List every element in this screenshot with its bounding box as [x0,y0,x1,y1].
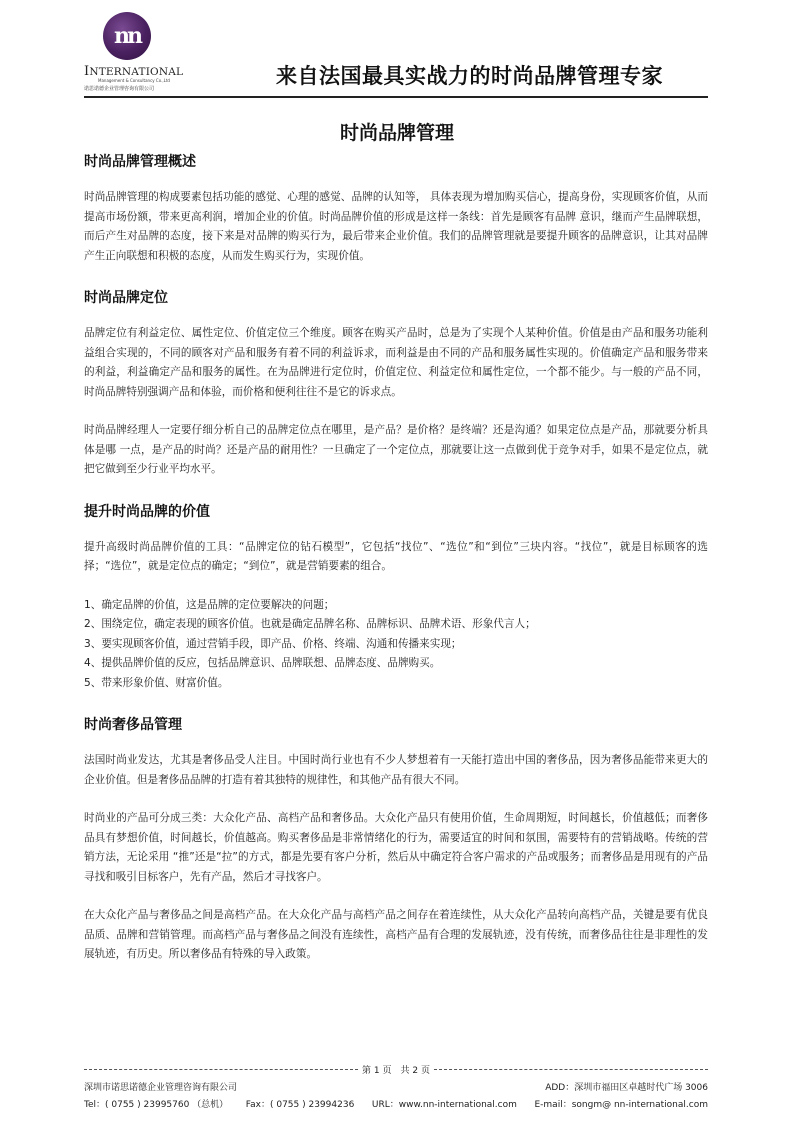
footer-tel: Tel：( 0755 ) 23995760 （总机） [84,1100,229,1110]
logo-word-rest: NTERNATIONAL [89,66,184,78]
logo-emblem-icon [103,12,151,60]
logo-wordmark [84,64,184,79]
paragraph: 品牌定位有利益定位、属性定位、价值定位三个维度。顾客在购买产品时，总是为了实现个人某种价值。价值是由产品和服务功能利益组合实现的，不同的顾客对产品和服务有着不同的利益诉求，而利益是由不同的产品和服务属性实现的。价值确定产品和服务带来的利益，利益确定产品和服务的属性。在为品牌进行定位时，价值定位、利益定位和属性定位，一个都不能少。与一般的产品不同，时尚品牌特别强调产品和体验，而价格和便利往往不是它的诉求点。 [84,327,708,398]
company-logo [84,10,184,100]
logo-word-initial: I [84,64,90,79]
list-item: 1、确定品牌的价值，这是品牌的定位要解决的问题； [84,598,335,611]
footer-row-contacts [84,1097,708,1110]
paragraph: 时尚品牌经理人一定要仔细分析自己的品牌定位点在哪里，是产品？是价格？是终端？还是沟通？如果定位点是产品，那就要分析具体是哪 一点，是产品的时尚？还是产品的耐用性？一旦确定了一个定位点，那就要让这一点做到优于竞争对手，如果不是定位点，就把它做到至少行业平均水平。 [84,424,708,475]
paragraph: 法国时尚业发达，尤其是奢侈品受人注目。中国时尚行业也有不少人梦想着有一天能打造出中国的奢侈品，因为奢侈品能带来更大的企业价值。但是奢侈品品牌的打造有着其独特的规律性，和其他产品有很大不同。 [84,754,708,786]
paragraph: 提升高级时尚品牌价值的工具：“品牌定位的钻石模型”，它包括“找位”、“选位”和“到位”三块内容。“找位”，就是目标顾客的选择；“选位”，就是定位点的确定；“到位”，就是营销要素的组合。 [84,540,708,572]
paragraph: 时尚业的产品可分成三类：大众化产品、高档产品和奢侈品。大众化产品只有使用价值，生命周期短，时间越长，价值越低；而奢侈品具有梦想价值，时间越长，价值越高。购买奢侈品是非常情绪化的行为，需要适宜的时间和氛围，需要特有的营销战略。传统的营销方法，无论采用 “推”还是“拉”的方式，都是先要有客户分析，然后从中确定符合客户需求的产品或服务；而奢侈品是用现有的产品寻找和吸引目标客户，先有产品，然后才寻找客户。 [84,812,708,883]
header-divider [84,96,708,98]
paragraph: 时尚品牌管理的构成要素包括功能的感觉、心理的感觉、品牌的认知等， 具体表现为增加购买信心，提高身份，实现顾客价值，从而提高市场份额，带来更高利润，增加企业的价值。时尚品牌价值的形成是这样一条线：首先是顾客有品牌 意识，继而产生品牌联想，而后产生对品牌的态度，接下来是对品牌的购买行为，最后带来企业价值。我们的品牌管理就是要提升顾客的品牌意识，让其对品牌产生正向联想和积极的态度，从而发生购买行为，实现价值。 [84,191,708,262]
footer-dash-right [434,1069,708,1070]
footer-fax: Fax：( 0755 ) 23994236 [245,1100,355,1110]
footer-dash-left [84,1069,358,1070]
footer-email: E-mail：songm@ nn-international.com [534,1100,708,1110]
footer-row-company [84,1080,708,1093]
footer-address: ADD：深圳市福田区卓越时代广场 3006 [545,1083,708,1093]
footer-url: URL：www.nn-international.com [371,1100,517,1110]
footer-separator [84,1062,708,1076]
document-title: 时尚品牌管理 [339,122,454,144]
section-heading: 时尚奢侈品管理 [84,717,182,733]
list-item: 2、围绕定位，确定表现的顾客价值。也就是确定品牌名称、品牌标识、品牌术语、形象代言人； [84,618,536,630]
section-heading: 提升时尚品牌的价值 [84,503,210,520]
document-content [84,150,708,965]
logo-mark: nn [114,23,140,49]
page-indicator: 第 1 页 共 2 页 [362,1065,430,1076]
logo-chinese-name: 诺思诺德企业管理咨询有限公司 [84,86,155,92]
section-heading: 时尚品牌定位 [84,290,168,306]
header-slogan: 来自法国最具实战力的时尚品牌管理专家 [276,64,663,88]
logo-subtitle: Management & Consultancy Co.,Ltd [98,78,170,83]
list-item: 4、提供品牌价值的反应，包括品牌意识、品牌联想、品牌态度、品牌购买。 [84,657,441,669]
footer-company: 深圳市诺思诺德企业管理咨询有限公司 [84,1083,238,1093]
section-heading: 时尚品牌管理概述 [84,154,196,170]
list-item: 5、带来形象价值、财富价值。 [84,676,229,689]
list-item: 3、要实现顾客价值，通过营销手段，即产品、价格、终端、沟通和传播来实现； [84,637,462,650]
paragraph: 在大众化产品与奢侈品之间是高档产品。在大众化产品与高档产品之间存在着连续性，从大众化产品转向高档产品，关键是要有优良品质、品牌和营销管理。而高档产品与奢侈品之间没有连续性，高档产品有合理的发展轨迹，没有传统，而奢侈品往往是非理性的发展轨迹，有历史。所以奢侈品有特殊的导入政策。 [84,909,708,960]
